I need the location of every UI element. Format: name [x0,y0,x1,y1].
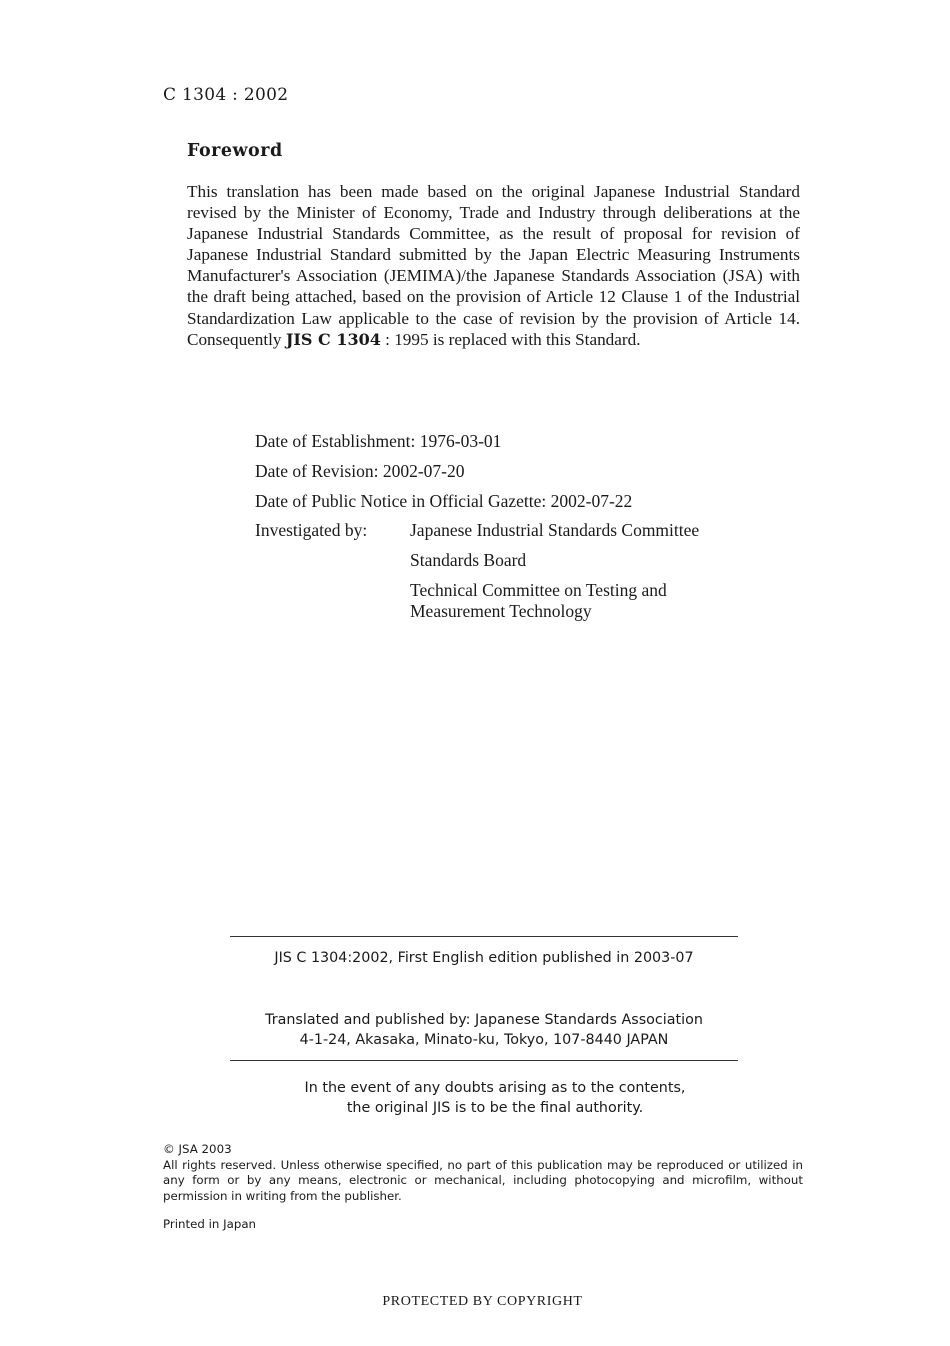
foreword-text-part2: : 1995 is replaced with this Standard. [380,329,641,349]
rights-text: All rights reserved. Unless otherwise specified, no part of this publication may be reproduced or utilized in any form or by any means, electronic or mechanical, including photocopying and microfilm, without permission in writing from the publisher. [163,1157,803,1203]
date-establishment: Date of Establishment: 1976-03-01 [255,431,502,451]
date-revision: Date of Revision: 2002-07-20 [255,461,465,481]
investigated-line-4: Measurement Technology [410,601,592,621]
divider-top [230,936,738,937]
investigated-values [410,520,699,622]
protected-by-copyright: PROTECTED BY COPYRIGHT [382,1294,583,1309]
authority-notice [230,1078,760,1118]
investigated-line-1: Japanese Industrial Standards Committee [410,520,700,540]
rights-notice [163,1142,803,1204]
authority-line-1: In the event of any doubts arising as to the contents, [304,1080,686,1096]
edition-statement: JIS C 1304:2002, First English edition published in 2003-07 [274,950,694,966]
publisher-address: 4-1-24, Akasaka, Minato-ku, Tokyo, 107-8440 JAPAN [299,1032,669,1048]
foreword-body [187,181,800,350]
publisher-block [230,1010,738,1050]
divider-bottom [230,1060,738,1061]
investigated-label: Investigated by: [255,520,368,540]
foreword-title: Foreword [187,141,283,161]
standard-code: C 1304 : 2002 [163,85,289,105]
date-public-notice: Date of Public Notice in Official Gazette: 2002-07-22 [255,491,633,511]
investigated-line-2: Standards Board [410,550,527,570]
investigated-line-3: Technical Committee on Testing and [410,580,667,600]
foreword-text-part1: This translation has been made based on the original Japanese Industrial Standard revised by the Minister of Economy, Trade and Industry through deliberations at the Japanese Industrial Standards Committee, as the result of proposal for revision of Japanese Industrial Standard submitted by the Japan Electric Measuring Instruments Manufacturer's Association (JEMIMA)/the Japanese Standards Association (JSA) with the draft being attached, based on the provision of Article 12 Clause 1 of the Industrial Standardization Law applicable to the case of revision by the provision of Article 14. Consequently [187,182,800,349]
translated-by: Translated and published by: Japanese Standards Association [265,1012,703,1028]
investigated-by [255,520,699,622]
copyright-line: © JSA 2003 [163,1142,232,1156]
authority-line-2: the original JIS is to be the final authority. [346,1100,644,1116]
printed-in: Printed in Japan [163,1217,257,1231]
dates-block [255,430,699,622]
foreword-bold-standard: JIS C 1304 [285,329,381,349]
